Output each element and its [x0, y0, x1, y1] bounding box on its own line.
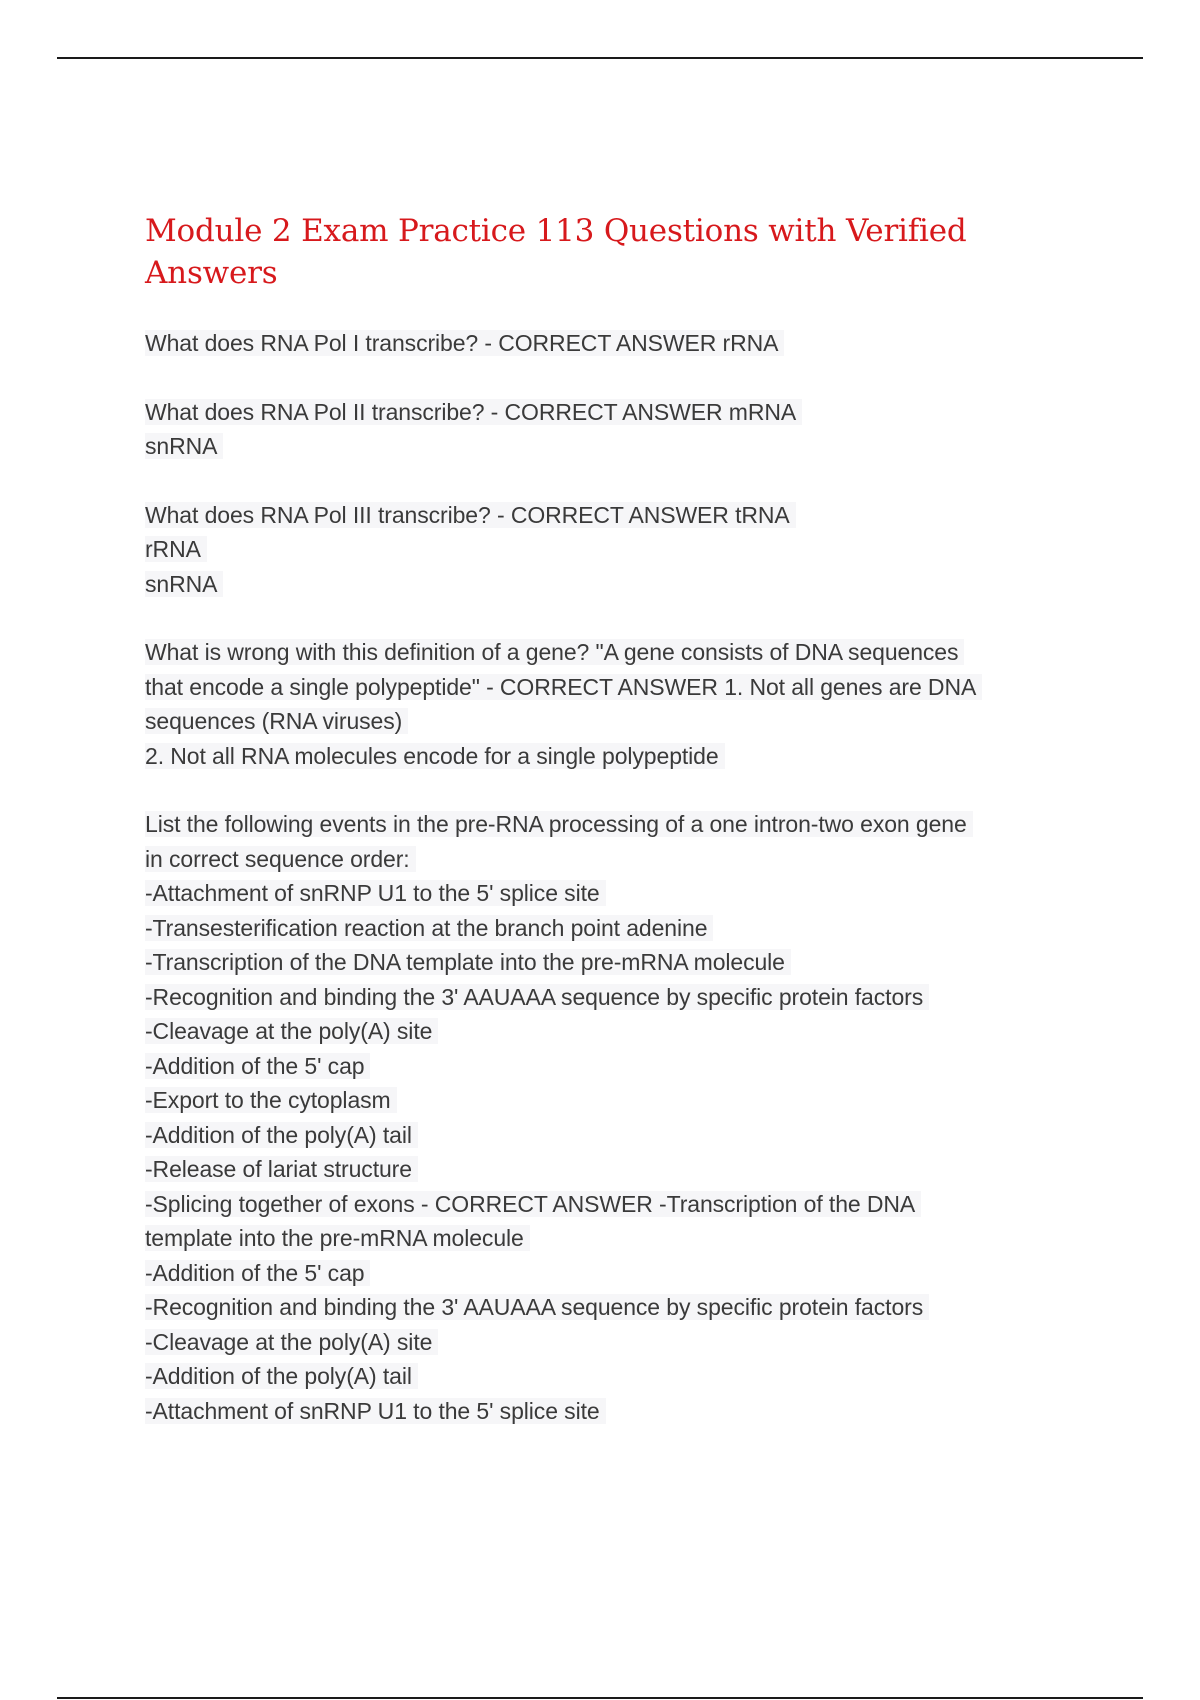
qa-item-5	[145, 807, 1095, 1428]
qa-line: -Recognition and binding the 3' AAUAAA sequence by specific protein factors	[145, 980, 1095, 1015]
qa-line: template into the pre-mRNA molecule	[145, 1221, 1095, 1256]
qa-line: -Attachment of snRNP U1 to the 5' splice site	[145, 1394, 1095, 1429]
qa-line: snRNA	[145, 567, 1095, 602]
qa-line: What does RNA Pol II transcribe? - CORRECT ANSWER mRNA	[145, 395, 1095, 430]
qa-line: -Addition of the poly(A) tail	[145, 1118, 1095, 1153]
qa-line: -Recognition and binding the 3' AAUAAA sequence by specific protein factors	[145, 1290, 1095, 1325]
qa-line: -Release of lariat structure	[145, 1152, 1095, 1187]
title-line: Answers	[145, 255, 278, 291]
qa-line: snRNA	[145, 429, 1095, 464]
qa-item-1	[145, 326, 1095, 361]
qa-line: -Export to the cytoplasm	[145, 1083, 1095, 1118]
qa-item-2	[145, 395, 1095, 464]
qa-line: -Transesterification reaction at the branch point adenine	[145, 911, 1095, 946]
qa-line: 2. Not all RNA molecules encode for a single polypeptide	[145, 739, 1095, 774]
qa-item-3	[145, 498, 1095, 602]
qa-line: -Cleavage at the poly(A) site	[145, 1325, 1095, 1360]
qa-item-4	[145, 635, 1095, 773]
qa-line: -Transcription of the DNA template into the pre-mRNA molecule	[145, 945, 1095, 980]
qa-line: What does RNA Pol III transcribe? - CORRECT ANSWER tRNA	[145, 498, 1095, 533]
qa-line: -Splicing together of exons - CORRECT ANSWER -Transcription of the DNA	[145, 1187, 1095, 1222]
qa-line: -Attachment of snRNP U1 to the 5' splice site	[145, 876, 1095, 911]
qa-line: -Addition of the 5' cap	[145, 1256, 1095, 1291]
qa-line: What does RNA Pol I transcribe? - CORRECT ANSWER rRNA	[145, 326, 1095, 361]
title-line: Module 2 Exam Practice 113 Questions with Verified	[145, 213, 967, 249]
document-title	[145, 210, 1095, 294]
bottom-divider	[57, 1697, 1143, 1699]
qa-line: in correct sequence order:	[145, 842, 1095, 877]
qa-line: -Addition of the poly(A) tail	[145, 1359, 1095, 1394]
qa-line: sequences (RNA viruses)	[145, 704, 1095, 739]
qa-line: List the following events in the pre-RNA processing of a one intron-two exon gene	[145, 807, 1095, 842]
document-body	[145, 210, 1095, 1462]
qa-line: rRNA	[145, 532, 1095, 567]
qa-line: -Cleavage at the poly(A) site	[145, 1014, 1095, 1049]
qa-line: What is wrong with this definition of a gene? "A gene consists of DNA sequences	[145, 635, 1095, 670]
qa-line: -Addition of the 5' cap	[145, 1049, 1095, 1084]
qa-line: that encode a single polypeptide" - CORRECT ANSWER 1. Not all genes are DNA	[145, 670, 1095, 705]
top-divider	[57, 57, 1143, 59]
